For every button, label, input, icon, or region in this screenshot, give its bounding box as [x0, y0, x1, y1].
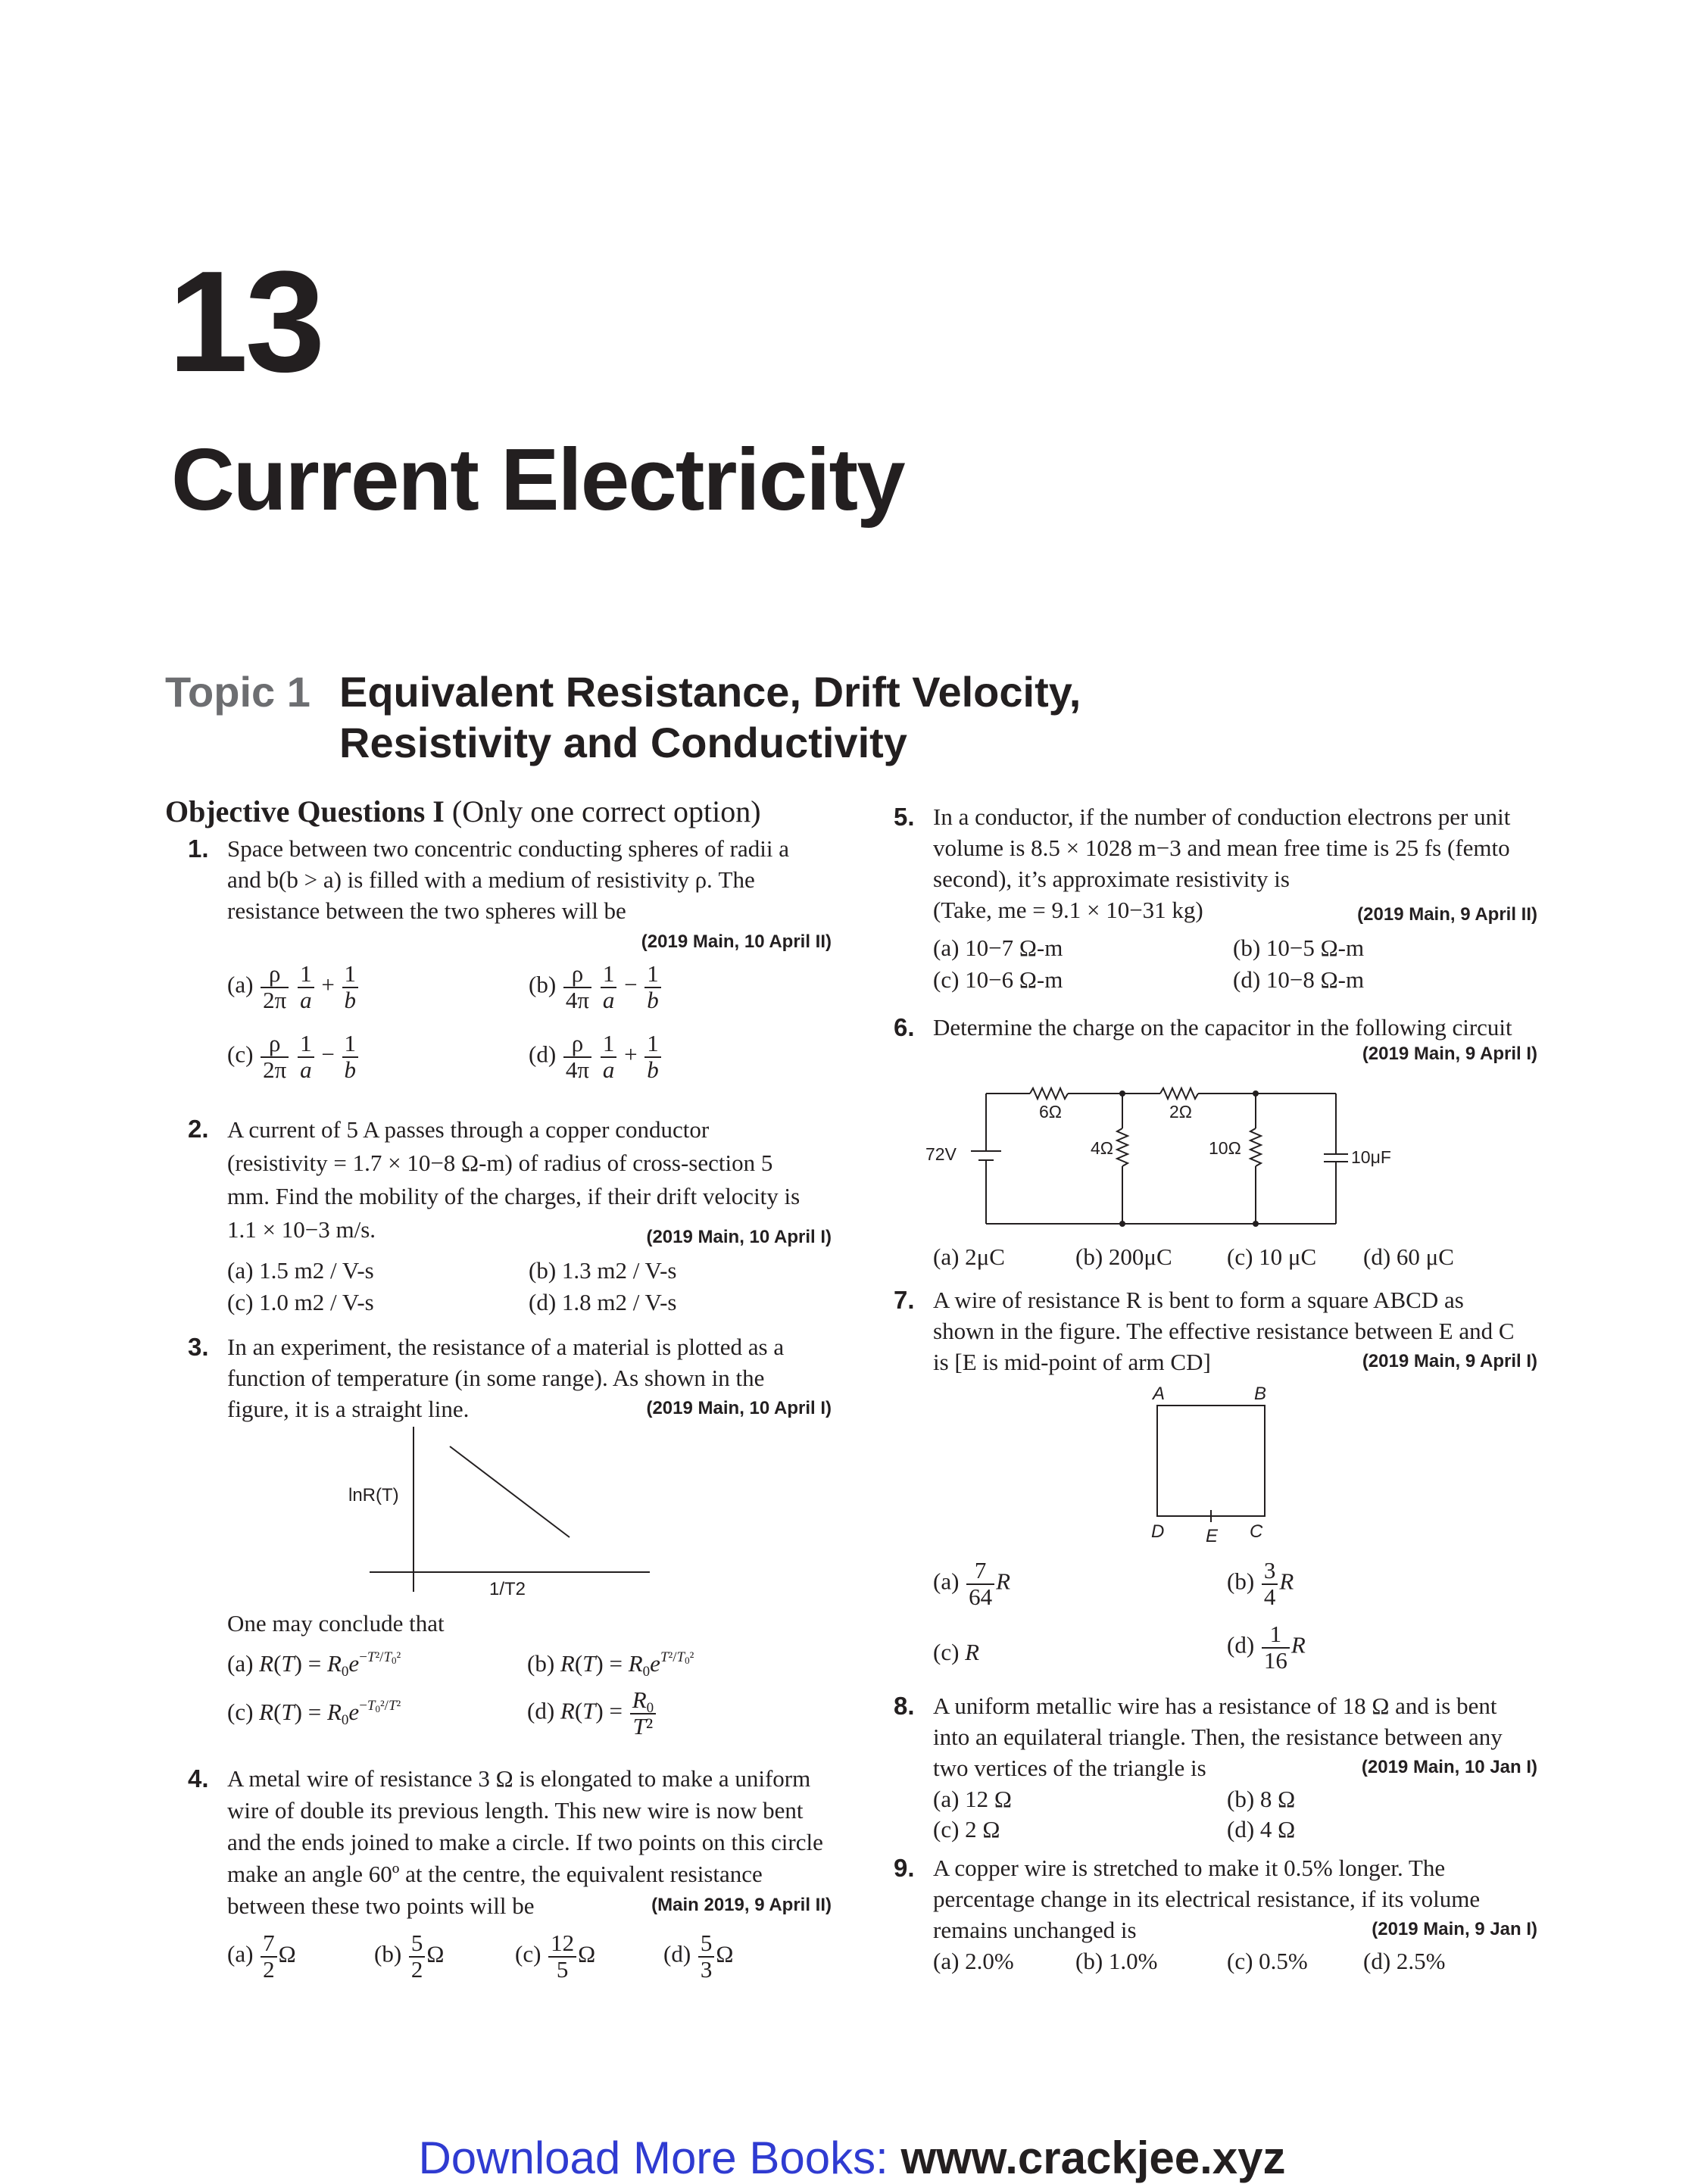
option-c[interactable]: (c) 10−6 Ω-m — [933, 966, 1063, 993]
question-text-line: function of temperature (in some range). As shown in the — [227, 1365, 765, 1391]
option-b[interactable]: (b) 200μC — [1075, 1243, 1172, 1270]
option-c[interactable]: (c) $\frac{\rho}{2\pi}$ $\frac{1}{a}$ − $\frac{1}{b}$ — [227, 1031, 360, 1082]
topic-title — [339, 666, 1172, 768]
question-text-line: is [E is mid-point of arm CD] — [933, 1349, 1211, 1375]
option-d[interactable]: (d) 10−8 Ω-m — [1233, 966, 1365, 993]
topic-label: Topic 1 — [165, 668, 311, 716]
question-number: 4. — [188, 1764, 209, 1792]
option-c[interactable]: (c) 0.5% — [1227, 1948, 1308, 1974]
option-c[interactable]: (c) $\frac{12}{5}$ Ω — [515, 1930, 596, 1983]
question-number: 2. — [188, 1115, 209, 1143]
question-source: (2019 Main, 9 April I) — [1362, 1351, 1537, 1371]
resistor-10-ohm-label: 10Ω — [1209, 1138, 1241, 1158]
question-source: (Main 2019, 9 April II) — [651, 1895, 832, 1915]
question-text-line: into an equilateral triangle. Then, the resistance between any — [933, 1724, 1503, 1750]
option-d[interactable]: (d) 2.5% — [1363, 1948, 1446, 1974]
question-number: 8. — [894, 1692, 915, 1720]
topic-title-line-2: Resistivity and Conductivity — [339, 719, 907, 767]
option-d[interactable]: (d) R(T) = $\frac{R_0}{\text{T²}}$ — [527, 1688, 657, 1739]
resistor-6-ohm — [1030, 1088, 1068, 1099]
objective-note: (Only one correct option) — [451, 794, 761, 828]
resistor-4-ohm — [1117, 1128, 1128, 1166]
option-b[interactable]: (b) 8 Ω — [1227, 1786, 1296, 1812]
option-a[interactable]: (a) $\frac{\rho}{2\pi}$ $\frac{1}{a}$ + $\frac{1}{b}$ — [227, 962, 360, 1012]
question-number: 9. — [894, 1854, 915, 1882]
question-text-line: A uniform metallic wire has a resistance of 18 Ω and is bent — [933, 1693, 1497, 1719]
question-text-line: resistance between the two spheres will be — [227, 897, 626, 924]
question-text-line: A copper wire is stretched to make it 0.5% longer. The — [933, 1855, 1446, 1881]
question-number: 1. — [188, 835, 209, 863]
option-b[interactable]: (b) $\frac{5}{2}$ Ω — [374, 1930, 445, 1983]
objective-heading — [165, 794, 761, 829]
question-source: (2019 Main, 9 Jan I) — [1372, 1919, 1537, 1939]
option-a[interactable]: (a) $R(T) = R_0e^{-T^2/T_0^2}$ — [227, 1649, 401, 1680]
option-c[interactable]: (c) 2 Ω — [933, 1816, 1000, 1842]
question-source: (2019 Main, 10 Jan I) — [1361, 1757, 1537, 1777]
question-text-line: percentage change in its electrical resistance, if its volume — [933, 1886, 1481, 1912]
question-text-line: A metal wire of resistance 3 Ω is elongated to make a uniform — [227, 1765, 811, 1792]
footer-label: Download More Books: — [418, 2133, 901, 2183]
question-source: (2019 Main, 10 April I) — [646, 1227, 832, 1247]
chapter-number: 13 — [168, 242, 323, 402]
question-text-line: Determine the charge on the capacitor in the following circuit — [933, 1014, 1512, 1041]
question-text-line: volume is 8.5 × 1028 m−3 and mean free time is 25 fs (femto — [933, 835, 1510, 861]
question-text-line: shown in the figure. The effective resistance between E and C — [933, 1318, 1515, 1344]
chapter-title: Current Electricity — [171, 430, 904, 529]
question-number: 5. — [894, 803, 915, 831]
question-text-line: (Take, me = 9.1 × 10−31 kg) — [933, 897, 1203, 923]
question-text-line: and the ends joined to make a circle. If two points on this circle — [227, 1829, 823, 1855]
question-text-line: A current of 5 A passes through a copper conductor — [227, 1116, 710, 1143]
vertex-d-label: D — [1151, 1521, 1165, 1542]
question-source: (2019 Main, 9 April I) — [1362, 1044, 1537, 1064]
question-source: (2019 Main, 9 April II) — [1357, 904, 1537, 925]
option-d[interactable]: (d) 4 Ω — [1227, 1816, 1296, 1842]
option-c[interactable]: (c) $R(T) = R_0e^{-T_0^2/T^2}$ — [227, 1698, 401, 1728]
question-text-line: two vertices of the triangle is — [933, 1755, 1206, 1781]
question-text-line: (resistivity = 1.7 × 10−8 Ω-m) of radius of cross-section 5 — [227, 1150, 773, 1176]
option-a[interactable]: (a) 10−7 Ω-m — [933, 934, 1063, 961]
square-wire — [1157, 1406, 1265, 1516]
question-text-line: In a conductor, if the number of conduction electrons per unit — [933, 803, 1511, 830]
option-d[interactable]: (d) 1.8 m2 / V-s — [529, 1289, 677, 1315]
option-a[interactable]: (a) $\frac{7}{64}$ R — [933, 1557, 1011, 1610]
resistor-2-ohm-label: 2Ω — [1169, 1102, 1192, 1122]
square-abcd-figure — [1136, 1383, 1303, 1549]
question-text-line: and b(b > a) is filled with a medium of resistivity ρ. The — [227, 866, 755, 893]
option-d[interactable]: (d) $\frac{1}{16}$ R — [1227, 1621, 1306, 1674]
capacitor-label: 10μF — [1351, 1147, 1391, 1167]
option-a[interactable]: (a) 2.0% — [933, 1948, 1014, 1974]
question-number: 7. — [894, 1286, 915, 1314]
option-b[interactable]: (b) 10−5 Ω-m — [1233, 934, 1365, 961]
option-d[interactable]: (d) $\frac{5}{3}$ Ω — [663, 1930, 734, 1983]
option-b[interactable]: (b) $R(T) = R_0e^{T^2/T_0^2}$ — [527, 1649, 694, 1680]
battery-label: 72V — [925, 1144, 957, 1164]
question-text-line: make an angle 60º at the centre, the equivalent resistance — [227, 1861, 763, 1887]
question-source: (2019 Main, 10 April II) — [641, 931, 832, 952]
option-a[interactable]: (a) 1.5 m2 / V-s — [227, 1257, 374, 1284]
option-c[interactable]: (c) 10 μC — [1227, 1243, 1317, 1270]
option-b[interactable]: (b) 1.3 m2 / V-s — [529, 1257, 677, 1284]
option-b[interactable]: (b) $\frac{\rho}{4\pi}$ $\frac{1}{a}$ − $\frac{1}{b}$ — [529, 962, 663, 1012]
vertex-b-label: B — [1254, 1384, 1267, 1404]
question-text-line: remains unchanged is — [933, 1917, 1137, 1943]
resistor-4-ohm-label: 4Ω — [1091, 1138, 1113, 1158]
graph-x-label: 1/T2 — [489, 1579, 526, 1599]
resistor-6-ohm-label: 6Ω — [1039, 1102, 1062, 1122]
option-c[interactable]: (c) 1.0 m2 / V-s — [227, 1289, 374, 1315]
resistor-10-ohm — [1250, 1128, 1261, 1166]
option-a[interactable]: (a) 12 Ω — [933, 1786, 1012, 1812]
topic-title-line-1: Equivalent Resistance, Drift Velocity, — [339, 668, 1081, 716]
question-text-line: figure, it is a straight line. — [227, 1396, 470, 1422]
resistor-2-ohm — [1160, 1088, 1198, 1099]
vertex-a-label: A — [1153, 1384, 1166, 1404]
question-number: 3. — [188, 1333, 209, 1361]
option-a[interactable]: (a) $\frac{7}{2}$ Ω — [227, 1930, 296, 1983]
question-text-line: wire of double its previous length. This new wire is now bent — [227, 1797, 804, 1824]
question-text-line: mm. Find the mobility of the charges, if their drift velocity is — [227, 1183, 801, 1209]
option-a[interactable]: (a) 2μC — [933, 1243, 1005, 1270]
option-d[interactable]: (d) $\frac{\rho}{4\pi}$ $\frac{1}{a}$ + $\frac{1}{b}$ — [529, 1031, 663, 1082]
question-3-conclude: One may conclude that — [227, 1610, 445, 1636]
question-source: (2019 Main, 10 April I) — [646, 1398, 832, 1418]
graph-data-line — [450, 1446, 570, 1537]
question-text-line: between these two points will be — [227, 1892, 535, 1919]
objective-title: Objective Questions I — [165, 794, 445, 828]
question-text-line: 1.1 × 10−3 m/s. — [227, 1216, 376, 1243]
footer-download-banner[interactable] — [0, 2132, 1704, 2184]
question-text-line: Space between two concentric conducting spheres of radii a — [227, 835, 789, 862]
circuit-diagram — [924, 1075, 1439, 1242]
graph-y-label: lnR(T) — [348, 1485, 399, 1505]
graph-lnR-vs-inverse-T-squared — [333, 1424, 666, 1605]
point-e-label: E — [1206, 1526, 1219, 1546]
question-text-line: In an experiment, the resistance of a material is plotted as a — [227, 1334, 785, 1360]
question-number: 6. — [894, 1013, 915, 1041]
option-b[interactable]: (b) $\frac{3}{4}$ R — [1227, 1557, 1294, 1610]
question-text-line: second), it’s approximate resistivity is — [933, 866, 1290, 892]
option-d[interactable]: (d) 60 μC — [1363, 1243, 1454, 1270]
option-b[interactable]: (b) 1.0% — [1075, 1948, 1158, 1974]
footer-url[interactable]: www.crackjee.xyz — [900, 2133, 1286, 2183]
vertex-c-label: C — [1250, 1521, 1263, 1542]
option-c[interactable]: (c) R — [933, 1639, 980, 1665]
question-text-line: A wire of resistance R is bent to form a square ABCD as — [933, 1287, 1464, 1313]
